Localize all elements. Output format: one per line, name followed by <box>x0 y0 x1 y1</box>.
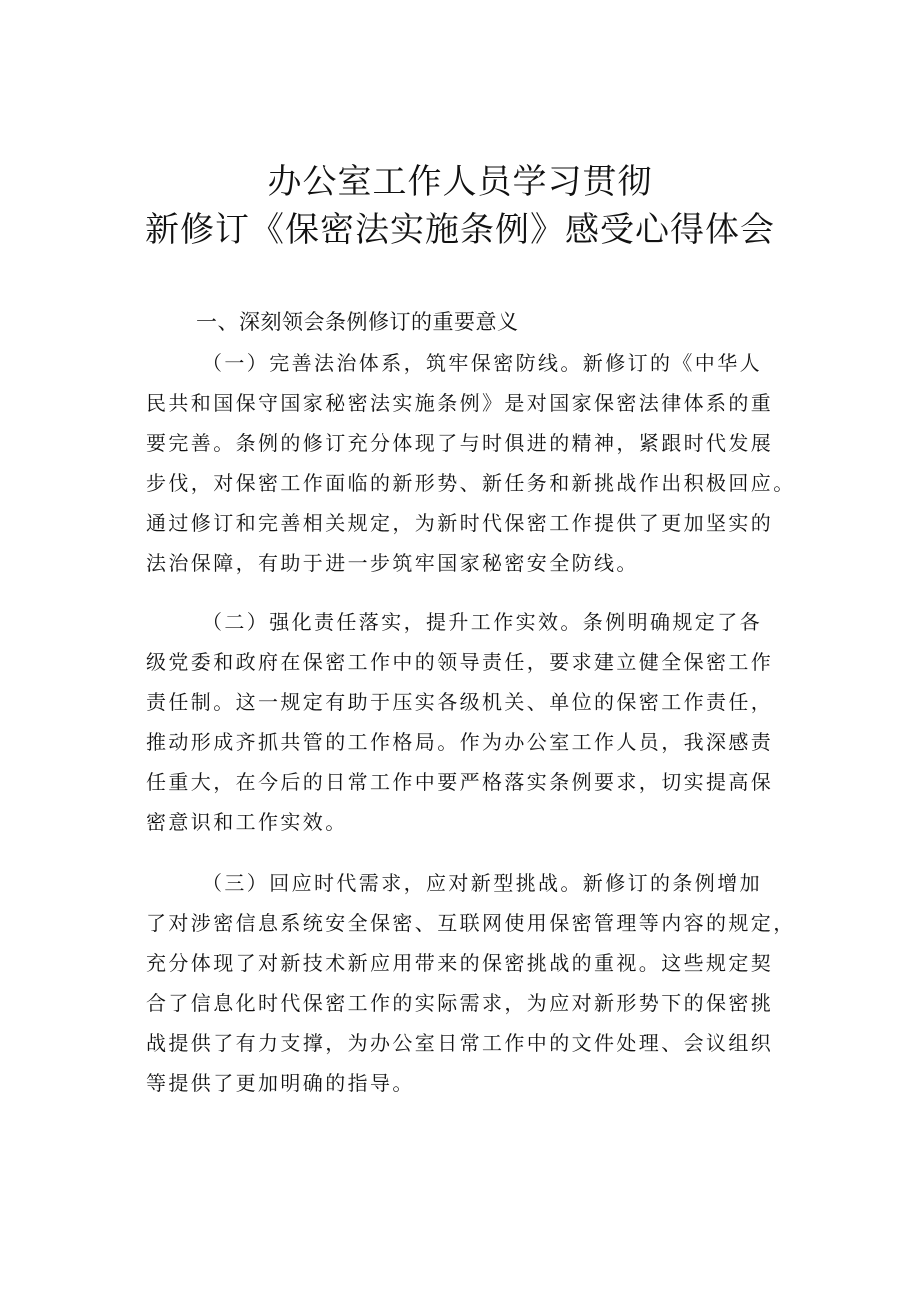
paragraph-line: 战提供了有力支撑，为办公室日常工作中的文件处理、会议组织 <box>146 1031 774 1055</box>
paragraph-line: 级党委和政府在保密工作中的领导责任，要求建立健全保密工作 <box>146 650 774 674</box>
paragraph-2 <box>146 602 806 842</box>
paragraph-line: 民共和国保守国家秘密法实施条例》是对国家保密法律体系的重 <box>146 391 774 415</box>
section-heading: 一、深刻领会条例修订的重要意义 <box>196 310 519 334</box>
paragraph-line: 要完善。条例的修订充分体现了与时俱进的精神，紧跟时代发展 <box>146 431 774 455</box>
paragraph-line: （三）回应时代需求，应对新型挑战。新修订的条例增加 <box>202 871 762 895</box>
paragraph-3 <box>146 863 806 1103</box>
document-title-line-1: 办公室工作人员学习贯彻 <box>267 162 653 202</box>
paragraph-line: 合了信息化时代保密工作的实际需求，为应对新形势下的保密挑 <box>146 991 774 1015</box>
paragraph-line: （一）完善法治体系，筑牢保密防线。新修订的《中华人 <box>202 351 762 375</box>
paragraph-line: （二）强化责任落实，提升工作实效。条例明确规定了各 <box>202 610 762 634</box>
paragraph-line: 法治保障，有助于进一步筑牢国家秘密安全防线。 <box>146 551 639 575</box>
document-title-line-2: 新修订《保密法实施条例》感受心得体会 <box>145 210 775 250</box>
paragraph-line: 步伐，对保密工作面临的新形势、新任务和新挑战作出积极回应。 <box>146 471 796 495</box>
paragraph-line: 充分体现了对新技术新应用带来的保密挑战的重视。这些规定契 <box>146 951 774 975</box>
paragraph-line: 推动形成齐抓共管的工作格局。作为办公室工作人员，我深感责 <box>146 730 774 754</box>
paragraph-line: 了对涉密信息系统安全保密、互联网使用保密管理等内容的规定， <box>146 911 796 935</box>
paragraph-1 <box>146 343 806 583</box>
paragraph-line: 等提供了更加明确的指导。 <box>146 1071 415 1095</box>
paragraph-line: 通过修订和完善相关规定，为新时代保密工作提供了更加坚实的 <box>146 511 774 535</box>
paragraph-line: 密意识和工作实效。 <box>146 810 348 834</box>
paragraph-line: 责任制。这一规定有助于压实各级机关、单位的保密工作责任， <box>146 690 774 714</box>
paragraph-line: 任重大，在今后的日常工作中要严格落实条例要求，切实提高保 <box>146 770 774 794</box>
